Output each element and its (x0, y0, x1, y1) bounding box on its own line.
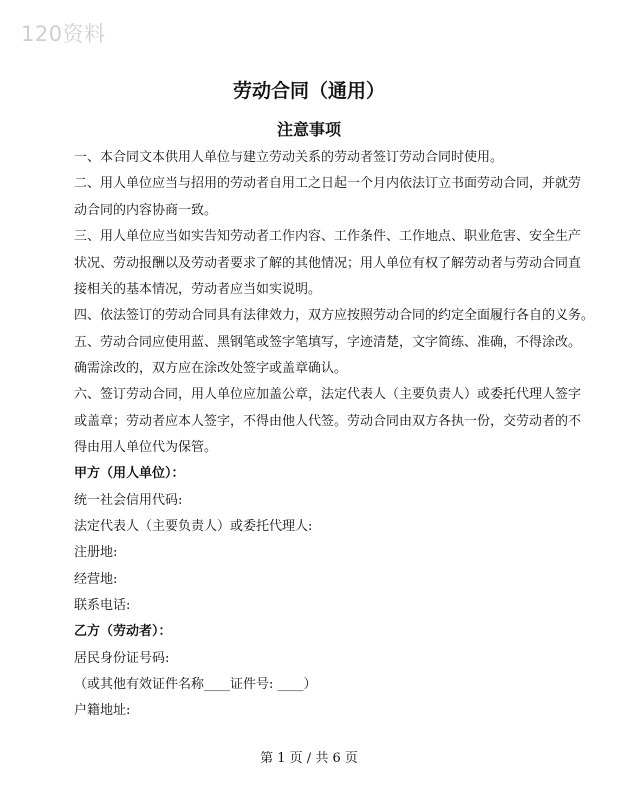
notice-line: 动合同的内容协商一致。 (74, 203, 218, 218)
notice-line: 得由用人单位代为保管。 (74, 440, 218, 455)
page-number: 第 1 页 / 共 6 页 (260, 751, 358, 766)
notice-line: 六、签订劳动合同，用人单位应加盖公章，法定代表人（主要负责人）或委托代理人签字 (74, 387, 582, 402)
party-b-household-address-field: 户籍地址: (74, 703, 131, 718)
party-a-heading: 甲方（用人单位）： (74, 466, 185, 481)
watermark-logo: 120资料 (21, 22, 106, 46)
party-b-id-number-field: 居民身份证号码: (74, 651, 170, 666)
document-subtitle: 注意事项 (276, 120, 341, 139)
party-b-heading: 乙方（劳动者）： (74, 624, 172, 639)
party-a-credit-code-field: 统一社会信用代码: (74, 493, 183, 508)
party-a-representative-field: 法定代表人（主要负责人）或委托代理人: (74, 519, 313, 534)
document-title: 劳动合同（通用） (232, 80, 385, 102)
notice-line: 状况、劳动报酬以及劳动者要求了解的其他情况；用人单位有权了解劳动者与劳动合同直 (74, 256, 582, 271)
notice-line: 四、依法签订的劳动合同具有法律效力，双方应按照劳动合同的约定全面履行各自的义务。 (74, 308, 595, 323)
party-b-other-id-field: （或其他有效证件名称____证件号: ____） (74, 677, 317, 692)
party-a-business-address-field: 经营地: (74, 572, 118, 587)
notice-line: 确需涂改的，双方应在涂改处签字或盖章确认。 (74, 361, 348, 376)
party-a-registered-address-field: 注册地: (74, 545, 118, 560)
notice-line: 二、用人单位应当与招用的劳动者自用工之日起一个月内依法订立书面劳动合同，并就劳 (74, 176, 582, 191)
notice-line: 一、本合同文本供用人单位与建立劳动关系的劳动者签订劳动合同时使用。 (74, 150, 504, 165)
notice-line: 接相关的基本情况，劳动者应当如实说明。 (74, 282, 322, 297)
notice-line: 五、劳动合同应使用蓝、黑钢笔或签字笔填写，字迹清楚，文字简练、准确，不得涂改。 (74, 335, 582, 350)
party-a-phone-field: 联系电话: (74, 598, 131, 613)
notice-line: 或盖章；劳动者应本人签字，不得由他人代签。劳动合同由双方各执一份，交劳动者的不 (74, 414, 582, 429)
notice-line: 三、用人单位应当如实告知劳动者工作内容、工作条件、工作地点、职业危害、安全生产 (74, 229, 582, 244)
